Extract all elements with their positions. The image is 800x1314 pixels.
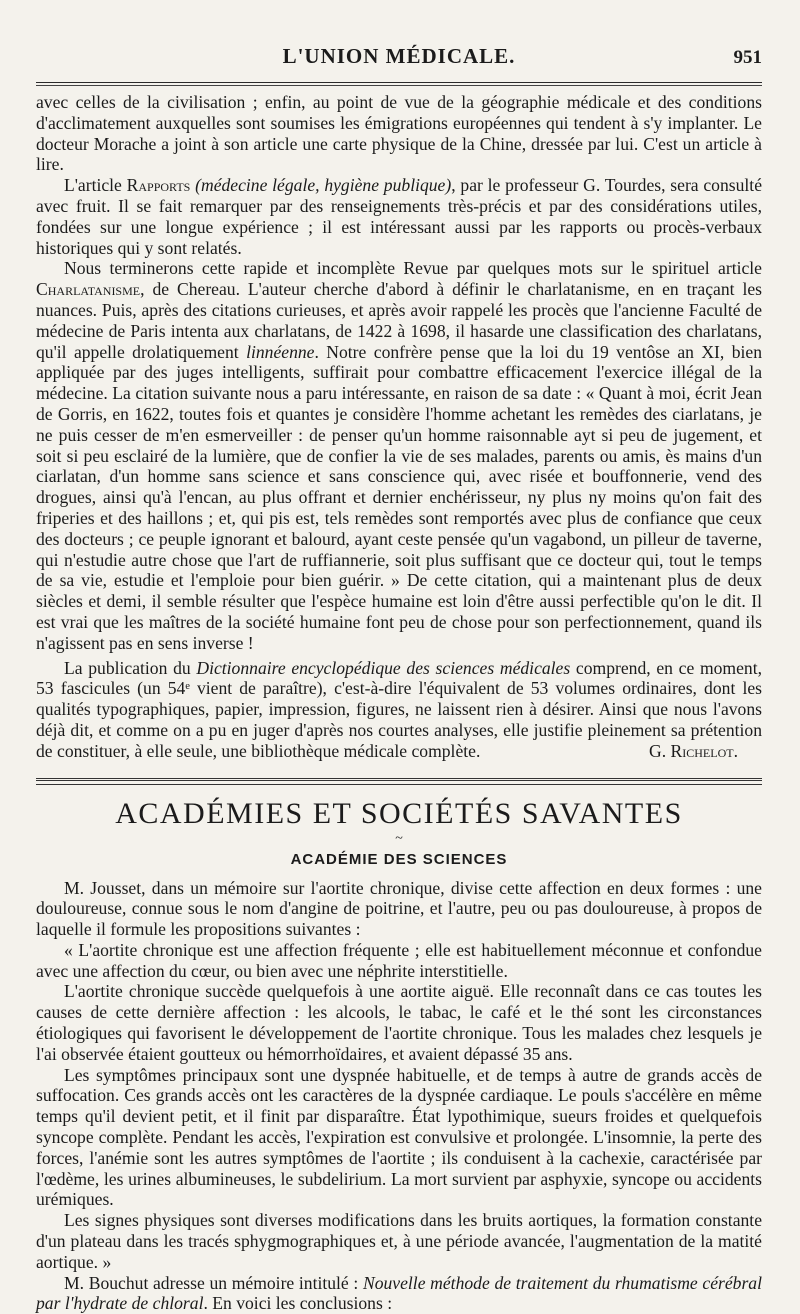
page-number: 951: [734, 47, 763, 69]
running-head: [36, 0, 762, 62]
paragraph: M. Jousset, dans un mémoire sur l'aortite chronique, divise cette affection en deux formes : une douloureuse, connue sous le nom d'angine de poitrine, et l'autre, peu ou pas douloureuse, à propos de laquelle il formule les propositions suivantes :: [36, 878, 762, 940]
article-title: Charlatanisme: [36, 279, 140, 299]
header-rule-thin: [36, 85, 762, 86]
subsection-title: ACADÉMIE DES SCIENCES: [36, 851, 762, 868]
paragraph: La publication du Dictionnaire encyclopédique des sciences médicales comprend, en ce moment, 53 fascicules (un 54ᵉ vient de paraître), c'est-à-dire l'équivalent de 53 volumes ordinaires, dont les qualités typographiques, papier, impression, figures, ne laissent rien à désirer. Ainsi que nous l'avons déjà dit, et comme on a pu en juger d'après nos courtes analyses, elle justifie pleinement sa prétention de constituer, à elle seule, une bibliothèque médicale complète.: [36, 658, 762, 762]
paragraph: Nous terminerons cette rapide et incomplète Revue par quelques mots sur le spirituel article Charlatanisme, de Chereau. L'auteur cherche d'abord à définir le charlatanisme, en en traçant les nuances. Puis, après des citations curieuses, et après avoir rappelé les procès que l'ancienne Faculté de médecine de Paris intenta aux charlatans, de 1422 à 1698, il hasarde une classification des charlatans, qu'il appelle drolatiquement linnéenne. Notre confrère pense que la loi du 19 ventôse an XI, bien appliquée par des juges intelligents, suffirait pour combattre efficacement l'exercice illégal de la médecine. La citation suivante nous a paru intéressante, en raison de sa date : « Quant à moi, écrit Jean de Gorris, en 1622, toutes fois et quantes je considère l'homme achetant les remèdes des ciarlatans, je ne puis cesser de m'en esmerveiller : de penser qu'un homme raisonnable ayt si peu de jugement, et soit si peu esclairé de la lumière, que de confier la vie de ses malades, parents ou amis, ès mains d'un ciarlatan, d'un homme sans science et sans conscience qui, avec risée et bouffonnerie, vend des drogues, ainsi qu'à l'encan, au plus offrant et dernier enchérisseur, ny plus ny moins qu'on fait des friperies et des haillons ; et, qui pis est, tels remèdes sont remportés avec plus de confiance que ceux des docteurs ; ce peuple ignorant et balourd, ayant ceste pensée qu'un vagabond, un pilleur de taverne, qui n'estudie autre chose que l'art de ruffiannerie, soit plus suffisant que ce docteur qui, tout le temps de sa vie, estudie et l'emploie pour bien guérir. » De cette citation, qui a maintenant plus de deux siècles et demi, il semble résulter que l'espèce humaine est loin d'être aussi perfectible qu'on le dit. Il est vrai que les maîtres de la société humaine font peu de chose pour son perfectionnement, quand ils n'agissent pas en sens inverse !: [36, 258, 762, 653]
paragraph: Les symptômes principaux sont une dyspnée habituelle, et de temps à autre de grands accès de suffocation. Ces grands accès ont les caractères de la dyspnée cardiaque. Le pouls s'accélère en même temps qu'il devient petit, et il finit par disparaître. État lypothimique, sueurs froides et quelquefois syncope complète. Pendant les accès, l'expiration est convulsive et prolongée. L'insomnie, la perte des forces, l'anémie sont les autres symptômes de l'aortite ; ils conduisent à la cachexie, caractérisée par l'œdème, les urines albumineuses, le subdelirium. La mort survient par asphyxie, syncope ou accidents urémiques.: [36, 1065, 762, 1211]
paragraph: Les signes physiques sont diverses modifications dans les bruits aortiques, la formation constante d'un plateau dans les tracés sphygmographiques et, à une période avancée, l'augmentation de la matité aortique. »: [36, 1210, 762, 1272]
section-ornament: ~: [36, 833, 762, 845]
paragraph: L'aortite chronique succède quelquefois à une aortite aiguë. Elle reconnaît dans ce cas toutes les causes de cette dernière affection : les alcools, le tabac, le café et le thé sont les circonstances étiologiques qui favorisent le développement de l'aortite chronique. Tous les malades chez lesquels je l'ai observée étaient goutteux ou hémorrhoïdaires, et avaient dépassé 35 ans.: [36, 981, 762, 1064]
header-rule: [36, 82, 762, 83]
paragraph: « L'aortite chronique est une affection fréquente ; elle est habituellement méconnue et confondue avec une affection du cœur, ou bien avec une néphrite interstitielle.: [36, 940, 762, 982]
review-continuation: [36, 92, 762, 762]
paragraph: avec celles de la civilisation ; enfin, au point de vue de la géographie médicale et des conditions d'acclimatement auxquelles sont soumises les émigrations européennes qui tendent à s'y implanter. Le docteur Morache a joint à son article une carte physique de la Chine, dressée par lui. C'est un article à lire.: [36, 92, 762, 175]
section-title: ACADÉMIES ET SOCIÉTÉS SAVANTES: [36, 797, 762, 831]
author-signature: G. Richelot.: [36, 741, 762, 762]
article-title: Rapports: [127, 175, 191, 195]
section-rule: [36, 778, 762, 785]
running-title: L'UNION MÉDICALE.: [36, 44, 762, 69]
paragraph: L'article Rapports (médecine légale, hygiène publique), par le professeur G. Tourdes, sera consulté avec fruit. Il se fait remarquer par des renseignements très-précis et par des considérations utiles, fondées sur une longue expérience ; il est intéressant aussi par les rapports ou procès-verbaux historiques qui y sont relatés.: [36, 175, 762, 258]
paragraph: M. Bouchut adresse un mémoire intitulé : Nouvelle méthode de traitement du rhumatisme cérébral par l'hydrate de chloral. En voici les conclusions :: [36, 1273, 762, 1314]
academy-report: [36, 878, 762, 1314]
